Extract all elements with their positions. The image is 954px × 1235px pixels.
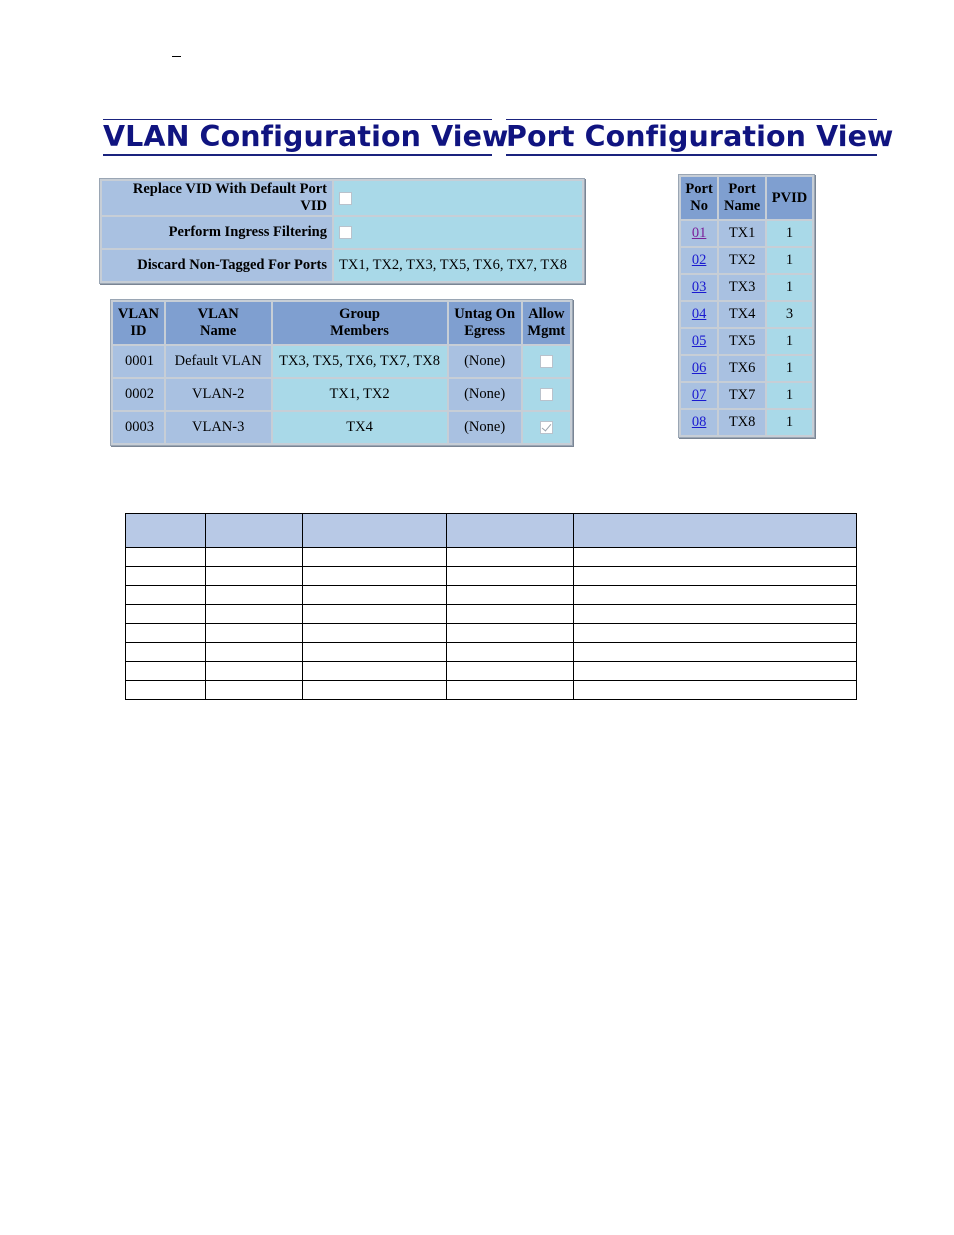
grid-row — [126, 586, 857, 605]
port-name: TX7 — [719, 383, 765, 408]
table-row — [681, 221, 812, 246]
grid-cell — [126, 662, 206, 681]
grid-cell — [303, 548, 447, 567]
port-link-02[interactable]: 02 — [691, 252, 707, 268]
port-name: TX3 — [719, 275, 765, 300]
grid-cell — [303, 662, 447, 681]
grid-cell — [303, 681, 447, 700]
port-link-07[interactable]: 07 — [691, 387, 707, 403]
grid-cell — [126, 681, 206, 700]
port-link-05[interactable]: 05 — [691, 333, 707, 349]
grid-cell — [206, 567, 303, 586]
grid-cell — [574, 643, 857, 662]
grid-cell — [574, 624, 857, 643]
header-pvid: PVID — [767, 177, 812, 219]
port-no-cell — [681, 329, 717, 354]
table-row — [113, 346, 570, 377]
vlan-name: Default VLAN — [166, 346, 271, 377]
untag-on-egress: (None) — [449, 379, 521, 410]
port-link-06[interactable]: 06 — [691, 360, 707, 376]
setting-value — [334, 217, 582, 248]
port-table — [678, 174, 815, 438]
grid-cell — [447, 605, 574, 624]
grid-header-row — [126, 514, 857, 548]
vlan-name: VLAN-3 — [166, 412, 271, 443]
grid-cell — [447, 643, 574, 662]
port-no-cell — [681, 356, 717, 381]
grid-cell — [206, 681, 303, 700]
table-row — [681, 410, 812, 435]
grid-row — [126, 681, 857, 700]
header-vlan-name: VLAN Name — [166, 302, 271, 344]
ingress-filtering-checkbox[interactable] — [339, 226, 352, 239]
grid-cell — [303, 605, 447, 624]
group-members: TX4 — [273, 412, 447, 443]
table-row — [681, 302, 812, 327]
port-pvid: 1 — [767, 275, 812, 300]
grid-row — [126, 567, 857, 586]
header-allow-mgmt: Allow Mgmt — [523, 302, 570, 344]
port-configuration-view-heading: Port Configuration View — [506, 119, 877, 156]
grid-cell — [447, 681, 574, 700]
grid-cell — [574, 548, 857, 567]
grid-cell — [206, 548, 303, 567]
port-name: TX5 — [719, 329, 765, 354]
vlan-id: 0001 — [113, 346, 164, 377]
grid-cell — [303, 643, 447, 662]
setting-value — [334, 181, 582, 215]
header-port-no: Port No — [681, 177, 717, 219]
table-row — [681, 329, 812, 354]
grid-cell — [206, 643, 303, 662]
group-members: TX1, TX2 — [273, 379, 447, 410]
grid-cell — [303, 586, 447, 605]
port-name: TX1 — [719, 221, 765, 246]
table-row — [681, 275, 812, 300]
port-link-01[interactable]: 01 — [691, 225, 707, 241]
setting-row-ingress-filtering — [102, 217, 582, 248]
table-row — [681, 356, 812, 381]
grid-cell — [447, 662, 574, 681]
grid-cell — [574, 662, 857, 681]
grid-cell — [447, 548, 574, 567]
port-no-cell — [681, 221, 717, 246]
setting-label: Replace VID With Default Port VID — [102, 181, 332, 215]
dash-mark — [172, 56, 181, 57]
setting-label: Perform Ingress Filtering — [102, 217, 332, 248]
port-pvid: 1 — [767, 356, 812, 381]
setting-row-replace-vid — [102, 181, 582, 215]
vlan-id: 0002 — [113, 379, 164, 410]
grid-row — [126, 643, 857, 662]
grid-cell — [574, 681, 857, 700]
grid-cell — [126, 548, 206, 567]
grid-header-cell — [126, 514, 206, 548]
group-members: TX3, TX5, TX6, TX7, TX8 — [273, 346, 447, 377]
port-link-08[interactable]: 08 — [691, 414, 707, 430]
replace-vid-checkbox[interactable] — [339, 192, 352, 205]
grid-row — [126, 548, 857, 567]
grid-cell — [447, 586, 574, 605]
setting-label: Discard Non-Tagged For Ports — [102, 250, 332, 281]
port-name: TX2 — [719, 248, 765, 273]
header-vlan-id: VLAN ID — [113, 302, 164, 344]
grid-cell — [126, 643, 206, 662]
table-row — [681, 248, 812, 273]
grid-row — [126, 662, 857, 681]
grid-cell — [574, 586, 857, 605]
grid-row — [126, 605, 857, 624]
discard-non-tagged-ports-value: TX1, TX2, TX3, TX5, TX6, TX7, TX8 — [334, 250, 582, 281]
port-name: TX6 — [719, 356, 765, 381]
allow-mgmt-checkbox[interactable] — [540, 388, 553, 401]
port-pvid: 1 — [767, 383, 812, 408]
grid-cell — [126, 605, 206, 624]
vlan-table — [110, 299, 573, 446]
grid-cell — [303, 567, 447, 586]
vlan-table-header — [113, 302, 570, 344]
grid-header-cell — [447, 514, 574, 548]
grid-cell — [574, 605, 857, 624]
allow-mgmt-checkbox[interactable] — [540, 355, 553, 368]
header-untag-on-egress: Untag On Egress — [449, 302, 521, 344]
grid-header-cell — [574, 514, 857, 548]
grid-cell — [303, 624, 447, 643]
grid-cell — [206, 624, 303, 643]
empty-grid-table — [125, 513, 857, 700]
port-pvid: 1 — [767, 329, 812, 354]
vlan-configuration-view-heading: VLAN Configuration View — [103, 119, 492, 156]
table-row — [113, 412, 570, 443]
port-link-04[interactable]: 04 — [691, 306, 707, 322]
untag-on-egress: (None) — [449, 346, 521, 377]
allow-mgmt-cell — [523, 412, 570, 443]
grid-cell — [206, 662, 303, 681]
port-no-cell — [681, 410, 717, 435]
vlan-name: VLAN-2 — [166, 379, 271, 410]
header-port-name: Port Name — [719, 177, 765, 219]
grid-header-cell — [206, 514, 303, 548]
port-no-cell — [681, 383, 717, 408]
grid-cell — [206, 605, 303, 624]
port-link-03[interactable]: 03 — [691, 279, 707, 295]
grid-cell — [126, 567, 206, 586]
port-no-cell — [681, 275, 717, 300]
port-name: TX4 — [719, 302, 765, 327]
port-no-cell — [681, 248, 717, 273]
grid-cell — [447, 624, 574, 643]
header-group-members: Group Members — [273, 302, 447, 344]
port-no-cell — [681, 302, 717, 327]
grid-cell — [206, 586, 303, 605]
port-name: TX8 — [719, 410, 765, 435]
grid-cell — [447, 567, 574, 586]
port-pvid: 1 — [767, 248, 812, 273]
grid-cell — [126, 586, 206, 605]
port-table-header — [681, 177, 812, 219]
grid-header-cell — [303, 514, 447, 548]
untag-on-egress: (None) — [449, 412, 521, 443]
allow-mgmt-checkbox[interactable] — [540, 421, 553, 434]
allow-mgmt-cell — [523, 346, 570, 377]
setting-row-discard-non-tagged — [102, 250, 582, 281]
grid-row — [126, 624, 857, 643]
port-pvid: 1 — [767, 410, 812, 435]
grid-cell — [574, 567, 857, 586]
port-pvid: 3 — [767, 302, 812, 327]
table-row — [681, 383, 812, 408]
vlan-settings-table — [99, 178, 585, 284]
allow-mgmt-cell — [523, 379, 570, 410]
table-row — [113, 379, 570, 410]
grid-cell — [126, 624, 206, 643]
vlan-id: 0003 — [113, 412, 164, 443]
port-pvid: 1 — [767, 221, 812, 246]
